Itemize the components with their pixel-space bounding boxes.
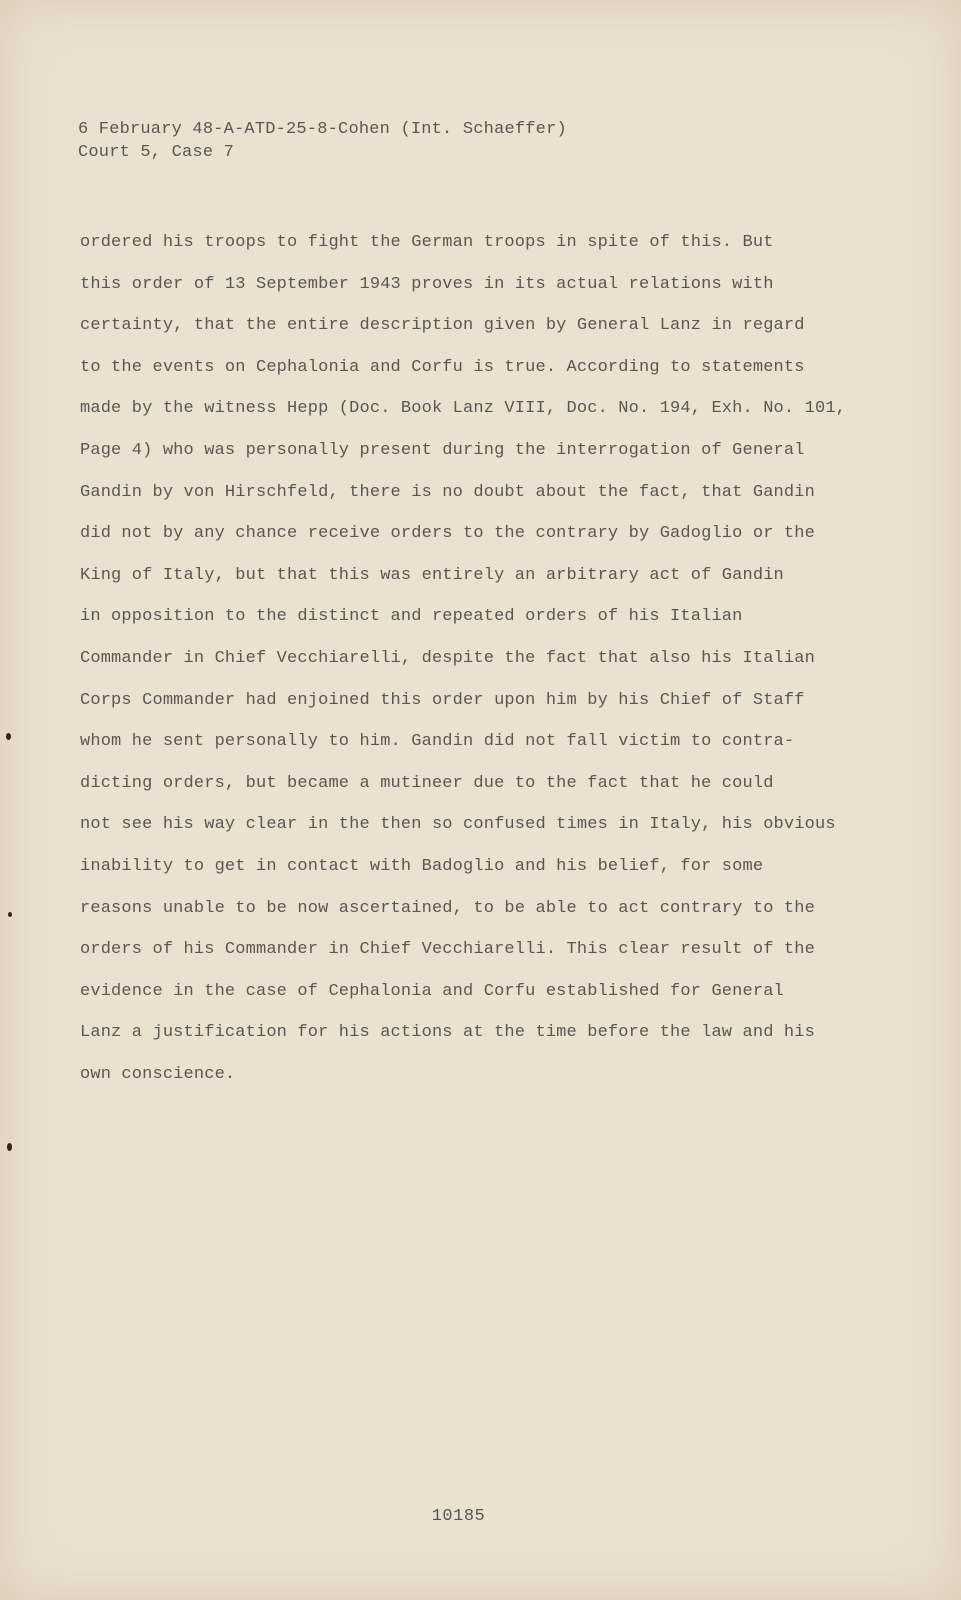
body-line: King of Italy, but that this was entirely an arbitrary act of Gandin [80,565,784,585]
document-body [80,222,940,1095]
body-line: whom he sent personally to him. Gandin did not fall victim to contra- [80,732,795,752]
header-reference-line: 6 February 48-A-ATD-25-8-Cohen (Int. Schaeffer) [78,120,567,139]
body-line: Lanz a justification for his actions at the time before the law and his [80,1023,815,1043]
header-court-line: Court 5, Case 7 [78,143,235,162]
body-line: Gandin by von Hirschfeld, there is no doubt about the fact, that Gandin [80,482,815,502]
body-line: certainty, that the entire description given by General Lanz in regard [80,316,805,336]
margin-ink-mark [6,733,11,740]
body-line: ordered his troops to fight the German troops in spite of this. But [80,233,774,252]
body-line: in opposition to the distinct and repeated orders of his Italian [80,607,743,627]
body-line: Commander in Chief Vecchiarelli, despite the fact that also his Italian [80,648,815,668]
page-number: 10185 [431,1507,486,1526]
margin-ink-mark [8,912,12,917]
body-line: did not by any chance receive orders to the contrary by Gadoglio or the [80,524,815,544]
body-line: made by the witness Hepp (Doc. Book Lanz VIII, Doc. No. 194, Exh. No. 101, [80,399,847,419]
body-line: evidence in the case of Cephalonia and Corfu established for General [80,981,784,1001]
body-line: reasons unable to be now ascertained, to be able to act contrary to the [80,898,815,918]
margin-ink-mark [7,1143,12,1151]
body-line: to the events on Cephalonia and Corfu is true. According to statements [80,357,805,377]
body-line: inability to get in contact with Badoglio and his belief, for some [80,856,764,876]
body-line: Corps Commander had enjoined this order upon him by his Chief of Staff [80,690,805,710]
body-line: orders of his Commander in Chief Vecchiarelli. This clear result of the [80,940,815,960]
body-line: not see his way clear in the then so confused times in Italy, his obvious [80,815,836,835]
body-line: Page 4) who was personally present during the interrogation of General [80,440,805,460]
body-line: this order of 13 September 1943 proves in its actual relations with [80,274,774,294]
document-header [78,118,567,164]
body-line: dicting orders, but became a mutineer due to the fact that he could [80,773,774,793]
body-line: own conscience. [80,1064,236,1084]
